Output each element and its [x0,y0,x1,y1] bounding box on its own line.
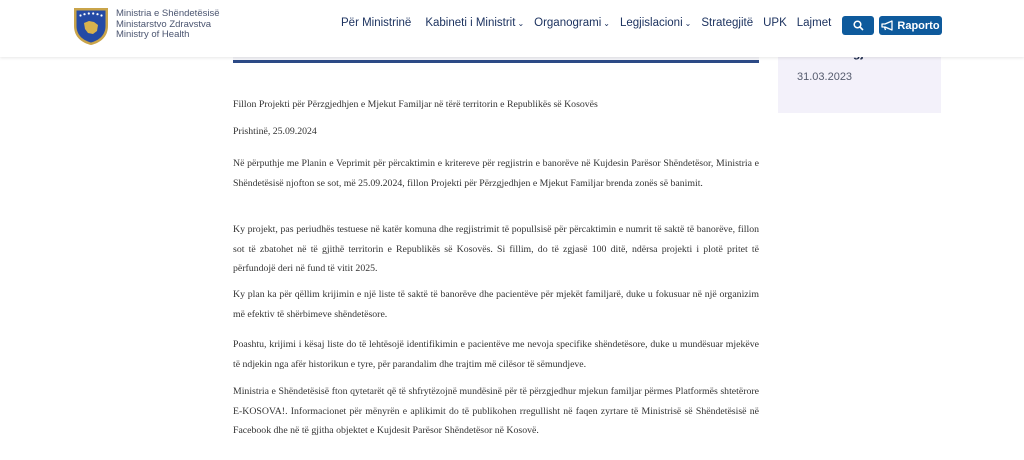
ministry-name-albanian: Ministria e Shëndetësisë [116,8,220,19]
nav-label: Strategjitë [701,17,754,29]
chevron-down-icon: ⌄ [603,18,610,28]
ministry-logo[interactable] [72,6,220,46]
report-button-label: Raporto [897,19,940,32]
article-dateline: Prishtinë, 25.09.2024 [233,126,317,137]
article-paragraph: Në përputhje me Planin e Veprimit për përcaktimin e kritereve për regjistrin e banorëve në Kujdesin Parësor Shëndetësor, Ministria e Shëndetësisë njofton se sot, më 25.09.2024, fillon Projekti për Përzgjedhjen e Mjekut Familjar brenda zonës së banimit. [233,158,759,189]
article-paragraph: Ky plan ka për qëllim krijimin e një liste të saktë të banorëve dhe pacientëve për mjekët familjarë, duke u fokusuar në një organizim më efektiv të shërbimeve shëndetësore. [233,289,759,320]
nav-label: Kabineti i Ministrit [425,17,516,29]
article-paragraph: Ky projekt, pas periudhës testuese në katër komuna dhe regjistrimit të popullsisë për përcaktimin e numrit të saktë të banorëve, fillon sot të zbatohet në të gjithë territorin e Republikës së Kosovës. Si fillim, do të zgjasë 100 ditë, ndërsa projekti i plotë pritet të përfundojë deri në fund të vitit 2025. [233,224,759,275]
kosovo-emblem-icon [72,6,110,46]
nav-item-lajmet[interactable] [797,17,832,29]
search-icon [853,20,864,31]
nav-item-strategjite[interactable] [701,17,753,29]
ministry-name-english: Ministry of Health [116,29,190,40]
ministry-name-serbian: Ministarstvo Zdravstva [116,18,212,30]
search-button[interactable] [842,16,874,35]
ministry-name [116,9,220,41]
nav-item-kabineti[interactable] [425,17,524,29]
chevron-down-icon: ⌄ [517,18,525,28]
nav-label: Lajmet [796,17,832,29]
chevron-down-icon: ⌄ [684,18,692,28]
nav-item-per-ministrine[interactable] [341,17,411,29]
report-button[interactable] [879,16,942,35]
nav-item-legjislacioni[interactable] [620,17,691,29]
article-paragraph: Poashtu, krijimi i kësaj liste do të lehtësojë identifikimin e pacientëve me nevoja specifike shëndetësore, duke u mundësuar mjekëve të ndjekin nga afër historikun e tyre, për parandalim dhe trajtim më cilësor të sëmundjeve. [233,339,759,370]
site-header [0,0,1024,57]
nav-item-upk[interactable] [763,17,787,29]
article-title: Fillon Projekti për Përzgjedhjen e Mjekut Familjar në tërë territorin e Republikës së Kosovës [233,99,598,110]
nav-label: Legjislacioni [619,17,683,29]
related-news-date: 31.03.2023 [797,71,853,83]
main-navigation [341,17,863,29]
megaphone-icon [881,20,894,31]
nav-item-organogrami[interactable] [534,17,610,29]
nav-label: UPK [763,17,787,29]
nav-label: Organogrami [534,17,602,29]
article-paragraph: Ministria e Shëndetësisë fton qytetarët që të shfrytëzojnë mundësinë për të përzgjedhur mjekun familjar përmes Platformës shtetërore E-KOSOVA!. Informacionet për mënyrën e aplikimit do të publikohen rregullisht në faqen zyrtare të Ministrisë së Shëndetësisë në Facebook dhe në të gjitha objektet e Kujdesit Parësor Shëndetësor në Kosovë. [233,386,759,437]
nav-label: Për Ministrinë [341,17,412,29]
